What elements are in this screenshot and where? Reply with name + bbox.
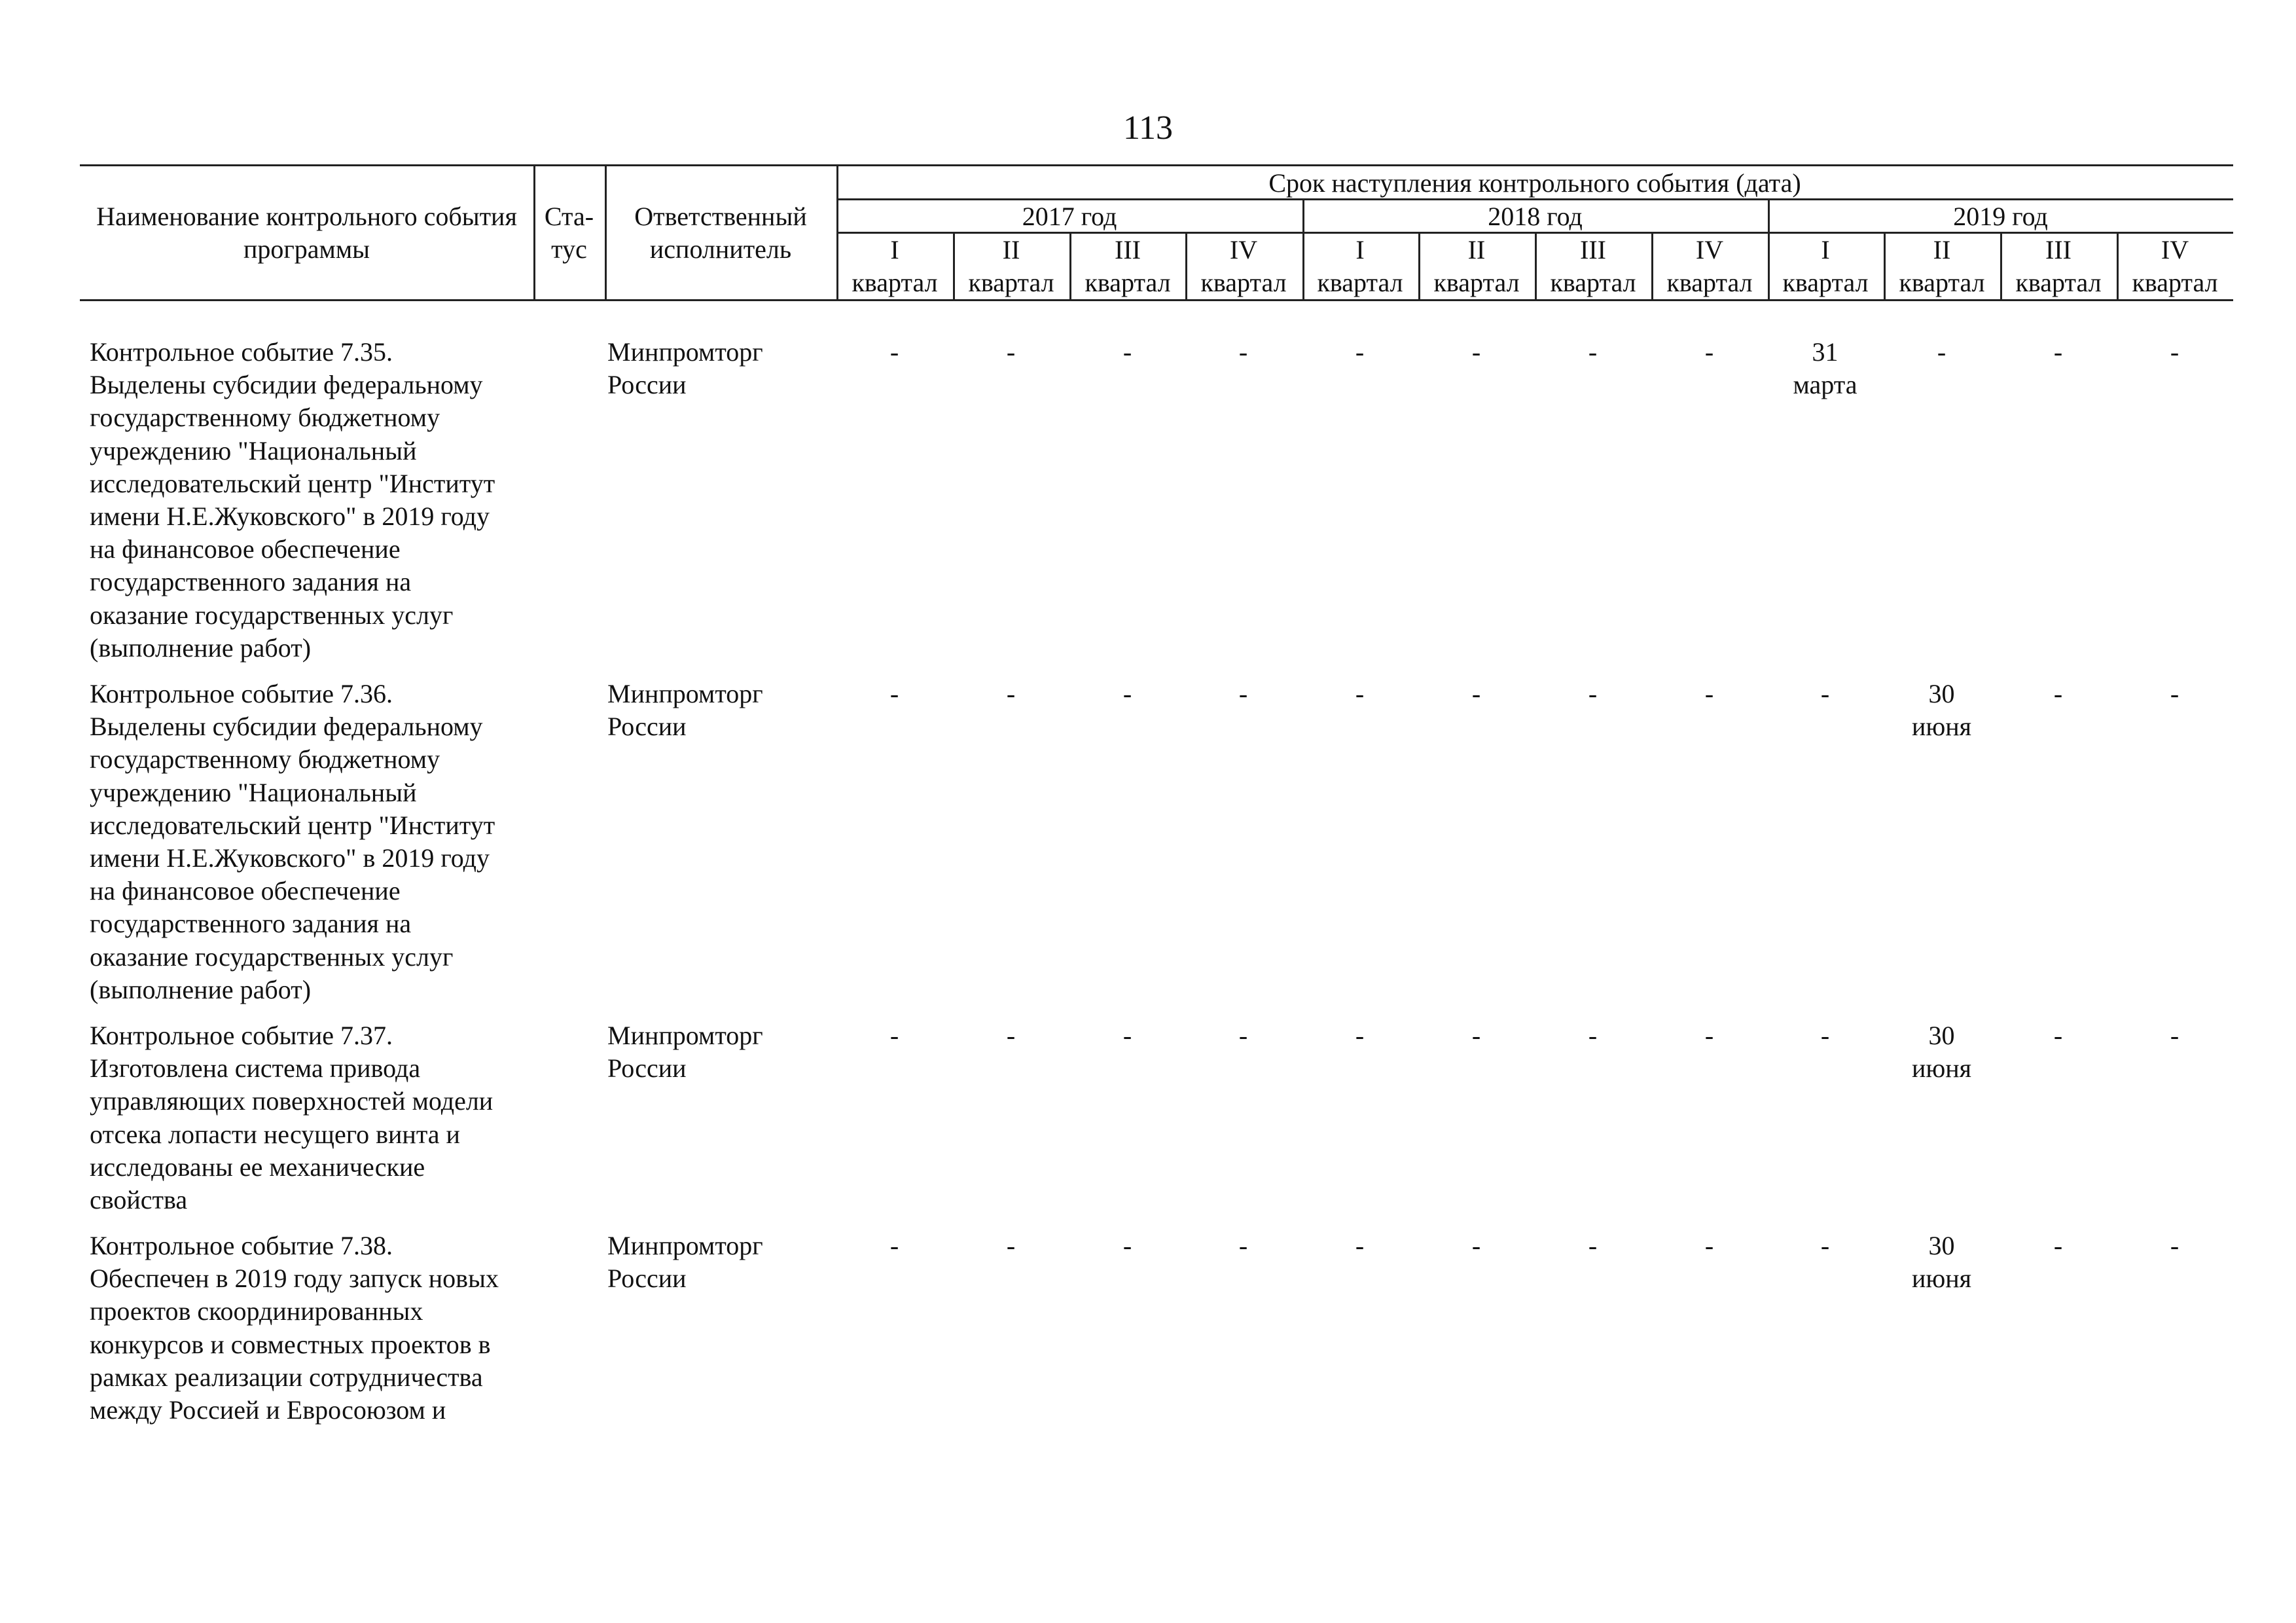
deadline-cell bbox=[953, 1019, 1069, 1052]
quarter-word: квартал bbox=[968, 268, 1054, 297]
quarter-roman: II bbox=[1933, 235, 1951, 264]
deadline-cell bbox=[1535, 678, 1651, 710]
deadline-cell bbox=[2000, 1230, 2116, 1262]
deadline-cell bbox=[1069, 1019, 1185, 1052]
deadline-cell bbox=[953, 678, 1069, 710]
event-name-line: Контрольное событие 7.36. bbox=[90, 679, 393, 708]
header-bottom-rule bbox=[80, 299, 2233, 301]
deadline-value: - bbox=[1704, 337, 1714, 367]
quarter-roman: IV bbox=[1229, 235, 1258, 264]
event-name-line: проектов скоординированных bbox=[90, 1296, 423, 1326]
deadline-value: - bbox=[889, 1231, 899, 1260]
header-name-line-1: Наименование контрольного события bbox=[96, 202, 517, 231]
deadline-cell bbox=[1069, 1230, 1185, 1262]
deadline-value: - bbox=[2053, 337, 2063, 367]
deadline-cell bbox=[1535, 336, 1651, 369]
quarter-word: квартал bbox=[1782, 268, 1869, 297]
quarter-word: квартал bbox=[1317, 268, 1403, 297]
quarter-word: квартал bbox=[2015, 268, 2102, 297]
responsible-executor bbox=[607, 678, 763, 743]
event-name-line: рамках реализации сотрудничества bbox=[90, 1362, 483, 1392]
header-responsible-line-1: Ответственный bbox=[634, 202, 807, 231]
deadline-value: - bbox=[1937, 337, 1946, 367]
responsible-line: Минпромторг bbox=[607, 1021, 763, 1050]
deadline-value: 31 bbox=[1812, 337, 1839, 367]
deadline-value: - bbox=[1122, 679, 1132, 708]
deadline-value: - bbox=[1122, 337, 1132, 367]
deadline-value: - bbox=[1588, 337, 1598, 367]
quarter-roman: I bbox=[1355, 235, 1365, 264]
event-name bbox=[90, 1019, 548, 1216]
deadline-value: - bbox=[1122, 1021, 1132, 1050]
deadline-value: - bbox=[1471, 679, 1481, 708]
event-name-line: между Россией и Евросоюзом и bbox=[90, 1395, 446, 1425]
deadline-value: - bbox=[1238, 1021, 1248, 1050]
deadline-cell bbox=[2000, 336, 2116, 369]
deadline-cell bbox=[1884, 1230, 2000, 1295]
deadline-value: - bbox=[1820, 1021, 1830, 1050]
deadline-cell bbox=[953, 336, 1069, 369]
quarter-roman: III bbox=[1115, 235, 1141, 264]
responsible-line: Минпромторг bbox=[607, 337, 763, 367]
event-name-line: учреждению "Национальный bbox=[90, 435, 417, 465]
deadline-value: - bbox=[1704, 679, 1714, 708]
deadline-cell bbox=[836, 1019, 952, 1052]
quarter-word: квартал bbox=[1899, 268, 1985, 297]
quarter-roman: III bbox=[2045, 235, 2072, 264]
deadline-value: - bbox=[1355, 1231, 1365, 1260]
event-name-line: имени Н.Е.Жуковского" в 2019 году bbox=[90, 501, 490, 532]
deadline-cell bbox=[1302, 336, 1418, 369]
event-name-line: исследованы ее механические bbox=[90, 1152, 425, 1182]
deadline-value: - bbox=[2170, 679, 2179, 708]
header-responsible-line-2: исполнитель bbox=[649, 234, 792, 264]
responsible-executor bbox=[607, 336, 763, 401]
deadline-value: - bbox=[1471, 1231, 1481, 1260]
deadline-cell bbox=[1651, 336, 1767, 369]
event-name bbox=[90, 678, 548, 1006]
deadline-value: 30 bbox=[1928, 679, 1955, 708]
table-top-rule bbox=[80, 164, 2233, 166]
header-status-line-2: тус bbox=[551, 234, 587, 264]
quarter-roman: IV bbox=[1695, 235, 1724, 264]
deadline-cell bbox=[1418, 1230, 1534, 1262]
responsible-executor bbox=[607, 1230, 763, 1295]
quarter-word: квартал bbox=[1666, 268, 1753, 297]
quarter-word: квартал bbox=[1085, 268, 1171, 297]
deadline-cell bbox=[1884, 1019, 2000, 1085]
event-name-line: Изготовлена система привода bbox=[90, 1053, 421, 1084]
deadline-cell bbox=[1884, 336, 2000, 369]
deadline-cell bbox=[1185, 678, 1301, 710]
event-name-line: оказание государственных услуг bbox=[90, 600, 454, 630]
deadline-value: - bbox=[1355, 1021, 1365, 1050]
deadline-cell bbox=[953, 1230, 1069, 1262]
header-name-line-2: программы bbox=[243, 234, 370, 264]
deadline-value: - bbox=[889, 679, 899, 708]
event-name-line: исследовательский центр "Институт bbox=[90, 468, 495, 498]
event-name-line: Контрольное событие 7.37. bbox=[90, 1021, 393, 1050]
event-name-line: оказание государственных услуг bbox=[90, 941, 454, 972]
deadline-cell bbox=[1185, 1019, 1301, 1052]
deadline-value: - bbox=[889, 1021, 899, 1050]
responsible-line: Минпромторг bbox=[607, 679, 763, 708]
deadline-cell bbox=[1767, 1230, 1883, 1262]
deadline-value: - bbox=[1704, 1231, 1714, 1260]
header-year-2019: 2019 год bbox=[1953, 202, 2048, 231]
event-name-line: на финансовое обеспечение bbox=[90, 534, 401, 564]
deadline-cell bbox=[1418, 678, 1534, 710]
event-name-line: учреждению "Национальный bbox=[90, 777, 417, 807]
deadline-cell bbox=[1535, 1230, 1651, 1262]
quarter-roman: I bbox=[1821, 235, 1830, 264]
event-name-line: (выполнение работ) bbox=[90, 974, 312, 1004]
event-name-line: конкурсов и совместных проектов в bbox=[90, 1329, 491, 1359]
deadline-value: - bbox=[2170, 337, 2179, 367]
responsible-line: России bbox=[607, 1053, 687, 1083]
deadline-cell bbox=[1418, 1019, 1534, 1052]
responsible-line: Минпромторг bbox=[607, 1231, 763, 1260]
deadline-value: - bbox=[1588, 1021, 1598, 1050]
header-status-line-1: Ста- bbox=[544, 202, 594, 231]
event-name bbox=[90, 1230, 548, 1427]
event-name-line: на финансовое обеспечение bbox=[90, 876, 401, 906]
deadline-cell bbox=[1884, 678, 2000, 743]
quarter-roman: I bbox=[890, 235, 899, 264]
deadline-value: 30 bbox=[1928, 1231, 1955, 1260]
deadline-cell bbox=[1651, 678, 1767, 710]
deadline-cell bbox=[836, 336, 952, 369]
event-name-line: Контрольное событие 7.38. bbox=[90, 1231, 393, 1260]
event-name-line: государственного задания на bbox=[90, 909, 412, 939]
responsible-line: России bbox=[607, 370, 687, 399]
deadline-cell bbox=[2117, 1019, 2233, 1052]
deadline-value: - bbox=[2170, 1231, 2179, 1260]
deadline-cell bbox=[1767, 336, 1883, 401]
deadline-cell bbox=[2117, 336, 2233, 369]
responsible-executor bbox=[607, 1019, 763, 1085]
deadline-cell bbox=[1651, 1019, 1767, 1052]
event-name-line: Обеспечен в 2019 году запуск новых bbox=[90, 1264, 499, 1294]
responsible-line: России bbox=[607, 1264, 687, 1293]
deadline-cell bbox=[836, 1230, 952, 1262]
event-name-line: (выполнение работ) bbox=[90, 632, 312, 663]
deadline-value: - bbox=[1471, 1021, 1481, 1050]
deadline-value: - bbox=[1238, 337, 1248, 367]
deadline-cell bbox=[1535, 1019, 1651, 1052]
deadline-value: - bbox=[1006, 1021, 1016, 1050]
page-number: 113 bbox=[1122, 109, 1174, 147]
event-name-line: государственному бюджетному bbox=[90, 403, 440, 433]
header-deadline-title: Срок наступления контрольного события (дата) bbox=[1268, 168, 1801, 198]
deadline-cell bbox=[836, 678, 952, 710]
event-name-line: отсека лопасти несущего винта и bbox=[90, 1119, 460, 1149]
header-year-2017: 2017 год bbox=[1022, 202, 1117, 231]
responsible-line: России bbox=[607, 712, 687, 741]
deadline-cell bbox=[1302, 1019, 1418, 1052]
deadline-value: - bbox=[1355, 679, 1365, 708]
quarter-roman: II bbox=[1002, 235, 1020, 264]
deadline-cell bbox=[1069, 678, 1185, 710]
quarter-roman: II bbox=[1467, 235, 1486, 264]
deadline-value: - bbox=[2053, 679, 2063, 708]
deadline-cell bbox=[2117, 678, 2233, 710]
header-year-2018: 2018 год bbox=[1488, 202, 1583, 231]
deadline-cell bbox=[1185, 336, 1301, 369]
deadline-value: - bbox=[1820, 679, 1830, 708]
deadline-value: - bbox=[1355, 337, 1365, 367]
deadline-value: - bbox=[1704, 1021, 1714, 1050]
event-name-line: имени Н.Е.Жуковского" в 2019 году bbox=[90, 843, 490, 873]
deadline-cell bbox=[1302, 678, 1418, 710]
deadline-value: - bbox=[889, 337, 899, 367]
deadline-cell bbox=[1302, 1230, 1418, 1262]
deadline-value: - bbox=[1122, 1231, 1132, 1260]
event-name-line: исследовательский центр "Институт bbox=[90, 810, 495, 840]
deadline-value: июня bbox=[1911, 1264, 1972, 1293]
event-name-line: государственному бюджетному bbox=[90, 744, 440, 775]
deadline-value: - bbox=[2053, 1021, 2063, 1050]
quarter-word: квартал bbox=[2132, 268, 2218, 297]
event-name-line: Выделены субсидии федеральному bbox=[90, 370, 483, 400]
deadline-value: - bbox=[1238, 1231, 1248, 1260]
deadline-value: - bbox=[1588, 679, 1598, 708]
deadline-cell bbox=[1651, 1230, 1767, 1262]
quarter-word: квартал bbox=[1200, 268, 1287, 297]
event-name-line: свойства bbox=[90, 1185, 188, 1215]
deadline-cell bbox=[2117, 1230, 2233, 1262]
deadline-cell bbox=[2000, 678, 2116, 710]
quarter-roman: IV bbox=[2161, 235, 2189, 264]
event-name-line: государственного задания на bbox=[90, 567, 412, 597]
quarter-word: квартал bbox=[852, 268, 938, 297]
deadline-cell bbox=[2000, 1019, 2116, 1052]
event-name bbox=[90, 336, 548, 665]
event-name-line: Выделены субсидии федеральному bbox=[90, 712, 483, 742]
event-name-line: управляющих поверхностей модели bbox=[90, 1086, 493, 1116]
deadline-value: - bbox=[1006, 337, 1016, 367]
deadline-value: 30 bbox=[1928, 1021, 1955, 1050]
deadline-value: - bbox=[1820, 1231, 1830, 1260]
quarter-word: квартал bbox=[1433, 268, 1520, 297]
deadline-value: - bbox=[2170, 1021, 2179, 1050]
deadline-value: - bbox=[1006, 1231, 1016, 1260]
deadline-cell bbox=[1418, 336, 1534, 369]
deadline-value: - bbox=[1006, 679, 1016, 708]
deadline-value: - bbox=[1471, 337, 1481, 367]
deadline-value: июня bbox=[1911, 1053, 1972, 1083]
deadline-value: - bbox=[2053, 1231, 2063, 1260]
deadline-cell bbox=[1767, 678, 1883, 710]
deadline-value: июня bbox=[1911, 712, 1972, 741]
deadline-value: марта bbox=[1793, 370, 1857, 399]
deadline-cell bbox=[1767, 1019, 1883, 1052]
deadline-value: - bbox=[1588, 1231, 1598, 1260]
quarter-word: квартал bbox=[1550, 268, 1636, 297]
deadline-value: - bbox=[1238, 679, 1248, 708]
event-name-line: Контрольное событие 7.35. bbox=[90, 337, 393, 367]
quarter-roman: III bbox=[1580, 235, 1606, 264]
deadline-cell bbox=[1069, 336, 1185, 369]
deadline-cell bbox=[1185, 1230, 1301, 1262]
